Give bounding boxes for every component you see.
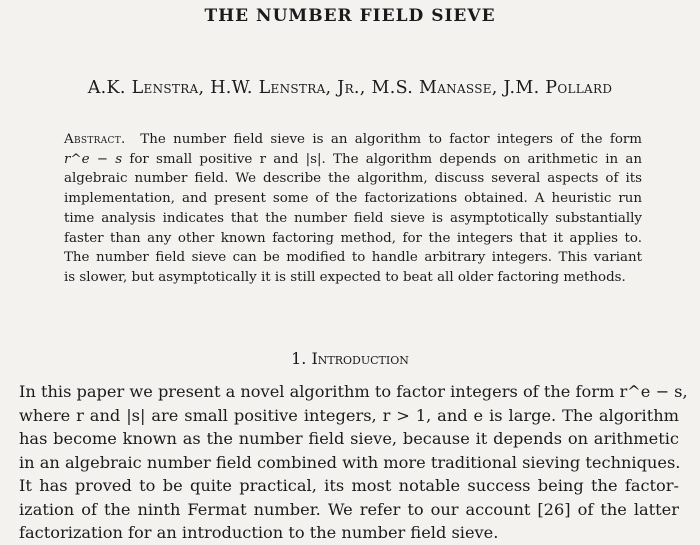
- authors-text: A.K. Lenstra, H.W. Lenstra, Jr., M.S. Manasse, J.M. Pollard: [87, 78, 613, 98]
- abstract-label: Abstract.: [64, 132, 126, 147]
- author-list: [0, 78, 700, 98]
- body-line-2: where r and |s| are small positive integers, r > 1, and e is large. The algorithm: [19, 405, 679, 425]
- body-line-5: It has proved to be quite practical, its most notable success being the factor-: [19, 476, 679, 495]
- abstract-line-1-text: The number field sieve is an algorithm to factor integers of the form: [140, 132, 642, 147]
- abstract-line-8: is slower, but asymptotically it is still expected to beat all older factoring methods.: [64, 269, 626, 285]
- abstract-line-6: faster than any other known factoring method, for the integers that it applies to.: [64, 230, 642, 246]
- body-line-6: ization of the ninth Fermat number. We refer to our account [26] of the latter: [19, 499, 679, 519]
- body-line-3: has become known as the number field sieve, because it depends on arithmetic: [19, 429, 679, 448]
- abstract-line-2-text: for small positive r and |s|. The algorithm depends on arithmetic in an: [129, 151, 642, 167]
- paper-title: THE NUMBER FIELD SIEVE: [204, 6, 496, 26]
- abstract: [64, 130, 642, 288]
- abstract-line-2: [64, 150, 642, 170]
- section-heading: [0, 349, 700, 368]
- abstract-line-5: time analysis indicates that the number field sieve is asymptotically substantially: [64, 210, 642, 226]
- abstract-line-3: algebraic number field. We describe the algorithm, discuss several aspects of its: [64, 171, 642, 187]
- abstract-line-7: The number field sieve can be modified to handle arbitrary integers. This variant: [64, 250, 642, 266]
- section-number: 1.: [291, 349, 307, 368]
- section-body: [19, 380, 688, 545]
- body-line-4: in an algebraic number field combined with more traditional sieving techniques.: [19, 452, 681, 472]
- body-line-7: factorization for an introduction to the number field sieve.: [19, 523, 499, 542]
- abstract-formula: r^e − s: [64, 151, 123, 167]
- section-title: Introduction: [311, 349, 409, 368]
- abstract-line-1: [64, 130, 642, 150]
- abstract-line-4: implementation, and present some of the factorizations obtained. A heuristic run: [64, 191, 642, 207]
- body-line-1: In this paper we present a novel algorithm to factor integers of the form r^e − s,: [19, 382, 688, 401]
